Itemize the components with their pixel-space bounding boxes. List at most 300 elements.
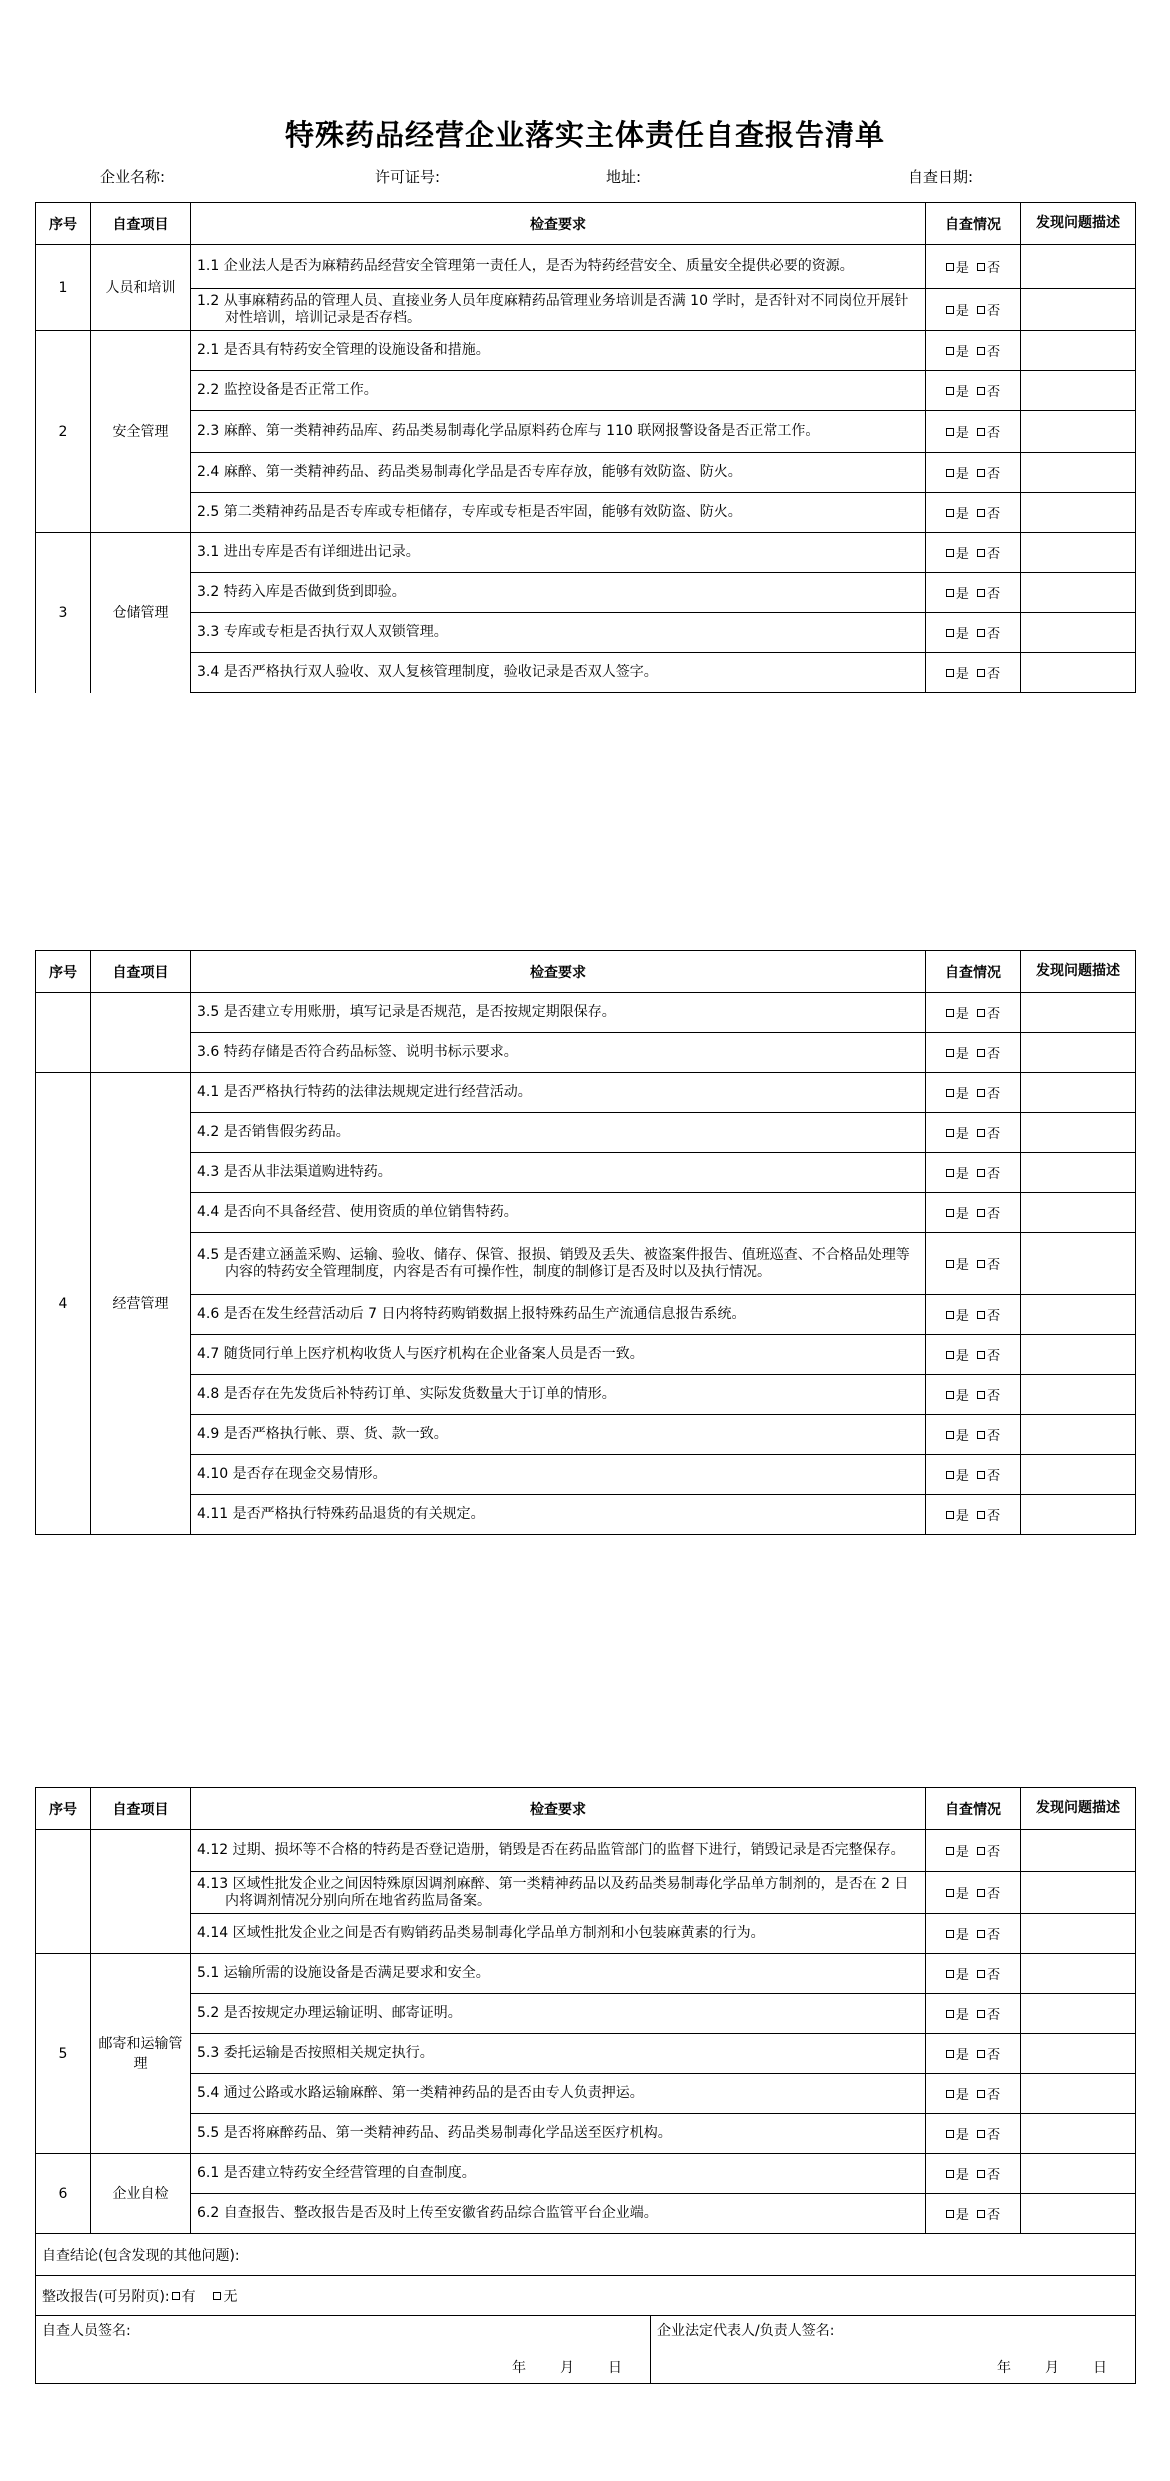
- no-label: 否: [987, 1928, 1001, 1943]
- section-item: 安全管理: [91, 331, 191, 533]
- problem-description-cell[interactable]: [1021, 1830, 1136, 1872]
- requirement-text: 4.12 过期、损坏等不合格的特药是否登记造册，销毁是否在药品监管部门的监督下进行，销毁记录是否完整保存。: [197, 1842, 905, 1858]
- table-row: [36, 1914, 1136, 1954]
- no-checkbox[interactable]: [977, 1431, 985, 1439]
- yes-label: 是: [955, 426, 969, 441]
- yes-checkbox[interactable]: [946, 2130, 954, 2138]
- no-label: 否: [987, 345, 1001, 360]
- problem-description-cell[interactable]: [1021, 613, 1136, 653]
- no-label: 否: [987, 2208, 1001, 2223]
- rectify-label: 整改报告(可另附页):: [42, 2288, 170, 2305]
- table-row: [36, 1994, 1136, 2034]
- no-label: 否: [987, 426, 1001, 441]
- yes-label: 是: [955, 2088, 969, 2103]
- status-choice: [926, 573, 1021, 613]
- requirement-text: 3.3 专库或专柜是否执行双人双锁管理。: [197, 624, 448, 640]
- yes-checkbox[interactable]: [946, 387, 954, 395]
- status-choice: [926, 2154, 1021, 2194]
- requirement-text: 3.2 特药入库是否做到货到即验。: [197, 584, 406, 600]
- status-choice: [926, 1495, 1021, 1535]
- no-checkbox[interactable]: [977, 1009, 985, 1017]
- yes-checkbox[interactable]: [946, 1351, 954, 1359]
- status-choice: [926, 2034, 1021, 2074]
- yes-label: 是: [955, 667, 969, 682]
- yes-checkbox[interactable]: [946, 2210, 954, 2218]
- no-label: 否: [987, 1968, 1001, 1983]
- header-num: 序号: [36, 951, 91, 993]
- yes-checkbox[interactable]: [946, 1970, 954, 1978]
- table-row: [36, 1415, 1136, 1455]
- yes-checkbox[interactable]: [946, 306, 954, 314]
- header-status: 自查情况: [926, 951, 1021, 993]
- no-label: 否: [987, 1309, 1001, 1324]
- requirement-text: 2.4 麻醉、第一类精神药品、药品类易制毒化学品是否专库存放，能够有效防盗、防火。: [197, 464, 742, 480]
- no-label: 否: [987, 1429, 1001, 1444]
- yes-checkbox[interactable]: [946, 1209, 954, 1217]
- no-checkbox[interactable]: [977, 2210, 985, 2218]
- yes-checkbox[interactable]: [946, 1169, 954, 1177]
- no-checkbox[interactable]: [977, 1970, 985, 1978]
- yes-label: 是: [955, 467, 969, 482]
- no-checkbox[interactable]: [977, 1511, 985, 1519]
- day-label: 日: [608, 2360, 622, 2376]
- requirement-text: 4.2 是否销售假劣药品。: [197, 1124, 350, 1140]
- problem-description-cell[interactable]: [1021, 289, 1136, 331]
- status-choice: [926, 2194, 1021, 2234]
- status-choice: [926, 1375, 1021, 1415]
- yes-label: 是: [955, 2048, 969, 2063]
- problem-description-cell[interactable]: [1021, 245, 1136, 289]
- yes-checkbox[interactable]: [946, 1311, 954, 1319]
- no-label: 否: [987, 1469, 1001, 1484]
- problem-description-cell[interactable]: [1021, 573, 1136, 613]
- problem-description-cell[interactable]: [1021, 1295, 1136, 1335]
- yes-label: 是: [955, 304, 969, 319]
- yes-checkbox[interactable]: [946, 263, 954, 271]
- section-item: 邮寄和运输管理: [91, 1954, 191, 2154]
- requirement-text: 4.6 是否在发生经营活动后 7 日内将特药购销数据上报特殊药品生产流通信息报告系统。: [197, 1306, 746, 1322]
- no-label: 否: [987, 1207, 1001, 1222]
- yes-label: 是: [955, 1087, 969, 1102]
- no-checkbox[interactable]: [977, 1351, 985, 1359]
- section-number: 5: [36, 1954, 91, 2154]
- requirement-text: 4.9 是否严格执行帐、票、货、款一致。: [197, 1426, 448, 1442]
- yes-label: 是: [955, 1509, 969, 1524]
- inspector-sign-date: [478, 2357, 622, 2377]
- table-row: [36, 1295, 1136, 1335]
- inspection-date-label: 自查日期:: [908, 168, 974, 186]
- problem-description-cell[interactable]: [1021, 1375, 1136, 1415]
- month-label: 月: [1045, 2360, 1059, 2376]
- status-choice: [926, 2114, 1021, 2154]
- no-label: 否: [987, 507, 1001, 522]
- no-label: 否: [987, 1047, 1001, 1062]
- rectify-yes-label: 有: [181, 2288, 196, 2305]
- table-row: [36, 1455, 1136, 1495]
- no-label: 否: [987, 587, 1001, 602]
- no-label: 否: [987, 2008, 1001, 2023]
- no-checkbox[interactable]: [977, 669, 985, 677]
- no-checkbox[interactable]: [977, 1311, 985, 1319]
- problem-description-cell[interactable]: [1021, 453, 1136, 493]
- document-title: 特殊药品经营企业落实主体责任自查报告清单: [284, 118, 885, 152]
- status-choice: [926, 1830, 1021, 1872]
- no-label: 否: [987, 547, 1001, 562]
- requirement-text: 2.1 是否具有特药安全管理的设施设备和措施。: [197, 342, 490, 358]
- requirement-text: 5.5 是否将麻醉药品、第一类精神药品、药品类易制毒化学品送至医疗机构。: [197, 2125, 672, 2141]
- section-item-continued: [91, 1830, 191, 1954]
- inspector-signature-label: 自查人员签名:: [42, 2323, 131, 2339]
- table-row: [36, 245, 1136, 289]
- problem-description-cell[interactable]: [1021, 411, 1136, 453]
- status-choice: [926, 2074, 1021, 2114]
- conclusion-label: 自查结论(包含发现的其他问题):: [42, 2247, 240, 2264]
- no-label: 否: [987, 2128, 1001, 2143]
- problem-description-cell[interactable]: [1021, 1415, 1136, 1455]
- yes-checkbox[interactable]: [946, 2050, 954, 2058]
- header-req: 检查要求: [191, 1788, 926, 1830]
- yes-label: 是: [955, 1207, 969, 1222]
- yes-label: 是: [955, 507, 969, 522]
- header-num: 序号: [36, 1788, 91, 1830]
- header-req: 检查要求: [191, 951, 926, 993]
- rectify-no-checkbox[interactable]: [213, 2292, 221, 2300]
- no-checkbox[interactable]: [977, 306, 985, 314]
- yes-checkbox[interactable]: [946, 669, 954, 677]
- header-status: 自查情况: [926, 1788, 1021, 1830]
- inspector-signature-field[interactable]: [36, 2316, 651, 2384]
- no-label: 否: [987, 1389, 1001, 1404]
- no-checkbox[interactable]: [977, 589, 985, 597]
- no-label: 否: [987, 385, 1001, 400]
- requirement-text: 2.5 第二类精神药品是否专库或专柜储存，专库或专柜是否牢固，能够有效防盗、防火。: [197, 504, 742, 520]
- problem-description-cell[interactable]: [1021, 2034, 1136, 2074]
- no-label: 否: [987, 2088, 1001, 2103]
- status-choice: [926, 1113, 1021, 1153]
- header-item: 自查项目: [91, 203, 191, 245]
- header-req: 检查要求: [191, 203, 926, 245]
- license-number-label: 许可证号:: [375, 168, 441, 186]
- status-choice: [926, 1872, 1021, 1914]
- no-checkbox[interactable]: [977, 1260, 985, 1268]
- status-choice: [926, 1233, 1021, 1295]
- no-checkbox[interactable]: [977, 1889, 985, 1897]
- no-checkbox[interactable]: [977, 1847, 985, 1855]
- header-status: 自查情况: [926, 203, 1021, 245]
- yes-checkbox[interactable]: [946, 1847, 954, 1855]
- yes-checkbox[interactable]: [946, 1391, 954, 1399]
- yes-checkbox[interactable]: [946, 1089, 954, 1097]
- yes-checkbox[interactable]: [946, 1129, 954, 1137]
- no-checkbox[interactable]: [977, 549, 985, 557]
- yes-label: 是: [955, 261, 969, 276]
- yes-label: 是: [955, 1258, 969, 1273]
- requirement-text: 4.5 是否建立涵盖采购、运输、验收、储存、保管、报损、销毁及丢失、被盗案件报告、值班巡查、不合格品处理等内容的特药安全管理制度，内容是否有可操作性，制度的制修订是否及时以及执行情况。: [197, 1246, 910, 1280]
- yes-checkbox[interactable]: [946, 2010, 954, 2018]
- yes-checkbox[interactable]: [946, 1889, 954, 1897]
- checklist-table-page-2: [35, 950, 1136, 1535]
- table-row: [36, 1335, 1136, 1375]
- problem-description-cell[interactable]: [1021, 1153, 1136, 1193]
- no-label: 否: [987, 261, 1001, 276]
- yes-label: 是: [955, 1349, 969, 1364]
- problem-description-cell[interactable]: [1021, 493, 1136, 533]
- year-label: 年: [512, 2360, 526, 2376]
- requirement-text: 5.4 通过公路或水路运输麻醉、第一类精神药品的是否由专人负责押运。: [197, 2085, 644, 2101]
- section-number: 2: [36, 331, 91, 533]
- status-choice: [926, 1914, 1021, 1954]
- no-label: 否: [987, 2168, 1001, 2183]
- problem-description-cell[interactable]: [1021, 993, 1136, 1033]
- yes-checkbox[interactable]: [946, 2090, 954, 2098]
- yes-checkbox[interactable]: [946, 428, 954, 436]
- conclusion-row: [36, 2234, 1136, 2276]
- section-item: 人员和培训: [91, 245, 191, 331]
- header-num: 序号: [36, 203, 91, 245]
- problem-description-cell[interactable]: [1021, 1994, 1136, 2034]
- yes-checkbox[interactable]: [946, 629, 954, 637]
- table-row: [36, 453, 1136, 493]
- checklist-table-page-1: [35, 202, 1136, 693]
- header-item: 自查项目: [91, 1788, 191, 1830]
- no-label: 否: [987, 1007, 1001, 1022]
- year-label: 年: [997, 2360, 1011, 2376]
- table-row: [36, 573, 1136, 613]
- address-label: 地址:: [606, 168, 642, 186]
- table-row: [36, 331, 1136, 371]
- requirement-text: 2.2 监控设备是否正常工作。: [197, 382, 378, 398]
- no-label: 否: [987, 1845, 1001, 1860]
- section-item: 企业自检: [91, 2154, 191, 2234]
- problem-description-cell[interactable]: [1021, 1914, 1136, 1954]
- yes-label: 是: [955, 627, 969, 642]
- problem-description-cell[interactable]: [1021, 371, 1136, 411]
- status-choice: [926, 1994, 1021, 2034]
- requirement-text: 5.2 是否按规定办理运输证明、邮寄证明。: [197, 2005, 462, 2021]
- no-checkbox[interactable]: [977, 2130, 985, 2138]
- problem-description-cell[interactable]: [1021, 653, 1136, 693]
- yes-checkbox[interactable]: [946, 549, 954, 557]
- yes-label: 是: [955, 2208, 969, 2223]
- yes-checkbox[interactable]: [946, 2170, 954, 2178]
- problem-description-cell[interactable]: [1021, 1193, 1136, 1233]
- yes-checkbox[interactable]: [946, 1930, 954, 1938]
- yes-checkbox[interactable]: [946, 347, 954, 355]
- yes-label: 是: [955, 1007, 969, 1022]
- yes-label: 是: [955, 345, 969, 360]
- status-choice: [926, 331, 1021, 371]
- requirement-text: 6.1 是否建立特药安全经营管理的自查制度。: [197, 2165, 476, 2181]
- requirement-text: 4.8 是否存在先发货后补特药订单、实际发货数量大于订单的情形。: [197, 1386, 616, 1402]
- no-label: 否: [987, 1349, 1001, 1364]
- yes-label: 是: [955, 1887, 969, 1902]
- table-header: [36, 203, 1136, 245]
- signature-row: [36, 2316, 1136, 2384]
- checklist-table-page-3: [35, 1787, 1136, 2384]
- legal-rep-signature-label: 企业法定代表人/负责人签名:: [657, 2323, 835, 2339]
- requirement-text: 1.1 企业法人是否为麻精药品经营安全管理第一责任人，是否为特药经营安全、质量安全提供必要的资源。: [197, 258, 854, 274]
- problem-description-cell[interactable]: [1021, 1954, 1136, 1994]
- status-choice: [926, 411, 1021, 453]
- status-choice: [926, 1193, 1021, 1233]
- table-row: [36, 613, 1136, 653]
- status-choice: [926, 653, 1021, 693]
- section-number-continued: [36, 1830, 91, 1954]
- problem-description-cell[interactable]: [1021, 1233, 1136, 1295]
- table-row: [36, 993, 1136, 1033]
- problem-description-cell[interactable]: [1021, 533, 1136, 573]
- problem-description-cell[interactable]: [1021, 1495, 1136, 1535]
- conclusion-field[interactable]: [36, 2234, 1136, 2276]
- table-row: [36, 533, 1136, 573]
- problem-description-cell[interactable]: [1021, 1335, 1136, 1375]
- requirement-text: 4.7 随货同行单上医疗机构收货人与医疗机构在企业备案人员是否一致。: [197, 1346, 644, 1362]
- no-checkbox[interactable]: [977, 347, 985, 355]
- problem-description-cell[interactable]: [1021, 1033, 1136, 1073]
- yes-checkbox[interactable]: [946, 509, 954, 517]
- no-label: 否: [987, 2048, 1001, 2063]
- table-row: [36, 1033, 1136, 1073]
- yes-label: 是: [955, 2168, 969, 2183]
- requirement-text: 3.1 进出专库是否有详细进出记录。: [197, 544, 420, 560]
- yes-label: 是: [955, 1389, 969, 1404]
- requirement-text: 4.3 是否从非法渠道购进特药。: [197, 1164, 392, 1180]
- yes-label: 是: [955, 1127, 969, 1142]
- no-checkbox[interactable]: [977, 1391, 985, 1399]
- status-choice: [926, 1335, 1021, 1375]
- problem-description-cell[interactable]: [1021, 1113, 1136, 1153]
- yes-label: 是: [955, 1928, 969, 1943]
- table-row: [36, 1233, 1136, 1295]
- section-number: 3: [36, 533, 91, 693]
- no-checkbox[interactable]: [977, 1930, 985, 1938]
- status-choice: [926, 453, 1021, 493]
- status-choice: [926, 289, 1021, 331]
- no-checkbox[interactable]: [977, 2050, 985, 2058]
- table-row: [36, 1954, 1136, 1994]
- table-row: [36, 1830, 1136, 1872]
- month-label: 月: [560, 2360, 574, 2376]
- yes-label: 是: [955, 587, 969, 602]
- problem-description-cell[interactable]: [1021, 2114, 1136, 2154]
- requirement-text: 4.14 区域性批发企业之间是否有购销药品类易制毒化学品单方制剂和小包装麻黄素的行为。: [197, 1925, 765, 1941]
- no-checkbox[interactable]: [977, 428, 985, 436]
- yes-checkbox[interactable]: [946, 1431, 954, 1439]
- header-desc: 发现问题描述: [1021, 203, 1136, 245]
- company-name-label: 企业名称:: [100, 168, 166, 186]
- problem-description-cell[interactable]: [1021, 2194, 1136, 2234]
- section-item: 经营管理: [91, 1073, 191, 1535]
- requirement-text: 4.13 区域性批发企业之间因特殊原因调剂麻醉、第一类精神药品以及药品类易制毒化学品单方制剂的，是否在 2 日内将调剂情况分别向所在地省药监局备案。: [197, 1875, 909, 1909]
- no-label: 否: [987, 627, 1001, 642]
- no-checkbox[interactable]: [977, 2090, 985, 2098]
- yes-checkbox[interactable]: [946, 1009, 954, 1017]
- no-checkbox[interactable]: [977, 1169, 985, 1177]
- no-label: 否: [987, 1887, 1001, 1902]
- yes-label: 是: [955, 1309, 969, 1324]
- table-row: [36, 493, 1136, 533]
- yes-checkbox[interactable]: [946, 589, 954, 597]
- yes-label: 是: [955, 1469, 969, 1484]
- no-checkbox[interactable]: [977, 2010, 985, 2018]
- yes-label: 是: [955, 385, 969, 400]
- requirement-text: 5.1 运输所需的设施设备是否满足要求和安全。: [197, 1965, 490, 1981]
- yes-checkbox[interactable]: [946, 1471, 954, 1479]
- yes-label: 是: [955, 1429, 969, 1444]
- no-checkbox[interactable]: [977, 629, 985, 637]
- problem-description-cell[interactable]: [1021, 1872, 1136, 1914]
- header-desc: 发现问题描述: [1021, 1788, 1136, 1830]
- status-choice: [926, 1073, 1021, 1113]
- status-choice: [926, 493, 1021, 533]
- problem-description-cell[interactable]: [1021, 1455, 1136, 1495]
- table-row: [36, 1113, 1136, 1153]
- yes-label: 是: [955, 1968, 969, 1983]
- table-row: [36, 1073, 1136, 1113]
- status-choice: [926, 1153, 1021, 1193]
- no-checkbox[interactable]: [977, 2170, 985, 2178]
- problem-description-cell[interactable]: [1021, 2154, 1136, 2194]
- yes-checkbox[interactable]: [946, 1049, 954, 1057]
- day-label: 日: [1093, 2360, 1107, 2376]
- legal-rep-sign-date: [963, 2357, 1107, 2377]
- problem-description-cell[interactable]: [1021, 331, 1136, 371]
- no-checkbox[interactable]: [977, 263, 985, 271]
- table-row: [36, 289, 1136, 331]
- requirement-text: 3.6 特药存储是否符合药品标签、说明书标示要求。: [197, 1044, 518, 1060]
- yes-label: 是: [955, 2008, 969, 2023]
- table-row: [36, 1375, 1136, 1415]
- section-number: 6: [36, 2154, 91, 2234]
- rectify-field: [36, 2276, 1136, 2316]
- no-label: 否: [987, 467, 1001, 482]
- status-choice: [926, 245, 1021, 289]
- table-row: [36, 2034, 1136, 2074]
- section-item-continued: [91, 993, 191, 1073]
- no-checkbox[interactable]: [977, 1089, 985, 1097]
- no-checkbox[interactable]: [977, 1471, 985, 1479]
- no-checkbox[interactable]: [977, 387, 985, 395]
- section-item: 仓储管理: [91, 533, 191, 693]
- yes-label: 是: [955, 1845, 969, 1860]
- status-choice: [926, 1295, 1021, 1335]
- problem-description-cell[interactable]: [1021, 1073, 1136, 1113]
- no-checkbox[interactable]: [977, 1209, 985, 1217]
- yes-checkbox[interactable]: [946, 1511, 954, 1519]
- table-row: [36, 1495, 1136, 1535]
- no-checkbox[interactable]: [977, 1129, 985, 1137]
- yes-label: 是: [955, 547, 969, 562]
- no-label: 否: [987, 1087, 1001, 1102]
- rectify-yes-checkbox[interactable]: [172, 2292, 180, 2300]
- legal-rep-signature-field[interactable]: [651, 2316, 1136, 2384]
- no-checkbox[interactable]: [977, 469, 985, 477]
- rectify-row: [36, 2276, 1136, 2316]
- requirement-text: 4.10 是否存在现金交易情形。: [197, 1466, 387, 1482]
- no-checkbox[interactable]: [977, 1049, 985, 1057]
- status-choice: [926, 1954, 1021, 1994]
- requirement-text: 3.4 是否严格执行双人验收、双人复核管理制度，验收记录是否双人签字。: [197, 664, 658, 680]
- no-checkbox[interactable]: [977, 509, 985, 517]
- yes-checkbox[interactable]: [946, 469, 954, 477]
- status-choice: [926, 1033, 1021, 1073]
- yes-label: 是: [955, 2128, 969, 2143]
- problem-description-cell[interactable]: [1021, 2074, 1136, 2114]
- yes-checkbox[interactable]: [946, 1260, 954, 1268]
- requirement-text: 3.5 是否建立专用账册，填写记录是否规范，是否按规定期限保存。: [197, 1004, 616, 1020]
- table-row: [36, 2194, 1136, 2234]
- no-label: 否: [987, 1509, 1001, 1524]
